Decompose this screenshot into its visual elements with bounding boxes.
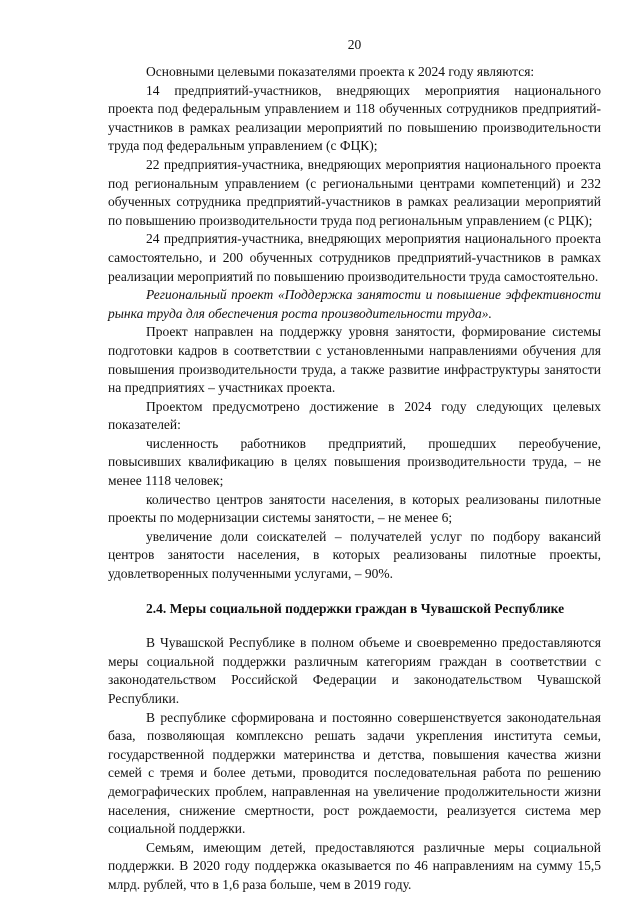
paragraph-independent-targets: 24 предприятия-участника, внедряющих мероприятия национального проекта самостоятельно, и 200 обученных сотрудников предприятий-участников в рамках реализации мероприятий по повышению производительности труда самостоятельно. <box>108 231 601 284</box>
regional-project-title: Региональный проект «Поддержка занятости и повышение эффективности рынка труда для обеспечения роста производительности труда». <box>108 287 601 321</box>
paragraph-project-targets-intro: Проектом предусмотрено достижение в 2024 году следующих целевых показателей: <box>108 398 601 433</box>
paragraph-workers-retrained: численность работников предприятий, прошедших переобучение, повысивших квалификацию в целях повышения производительности труда, – не менее 1118 человек; <box>108 435 601 489</box>
section-heading: 2.4. Меры социальной поддержки граждан в Чувашской Республике <box>146 600 565 616</box>
paragraph-regional-targets: 22 предприятия-участника, внедряющих мероприятия национального проекта под региональным управлением (с региональными центрами компетенций) и 232 обученных сотрудника предприятий-участников в рамках реализации мероприятий по повышению производительности труда под региональным управлением (с РЦК); <box>108 156 601 228</box>
paragraph-social-support: В Чувашской Республике в полном объеме и своевременно предоставляются меры социальной поддержки различным категориям граждан в соответствии с законодательством Российской Федерации и законодательством Чувашской Республики. <box>108 635 601 706</box>
paragraph-targets-intro: Основными целевыми показателями проекта к 2024 году являются: <box>146 64 535 79</box>
paragraph-satisfied-applicants: увеличение доли соискателей – получателей услуг по подбору вакансий центров занятости населения, в которых реализованы пилотные проекты, удовлетворенных полученными услугами, – 90%. <box>108 528 601 582</box>
paragraph-legislative-base: В республике сформирована и постоянно совершенствуется законодательная база, позволяющая комплексно решать задачи укрепления института семьи, государственной поддержки материнства и детства, повышения качества жизни семей с тремя и более детьми, проводится последовательная работа по решению демографических проблем, направленная на увеличение продолжительности жизни населения, снижение смертности, рост рождаемости, реализуется система мер социальной поддержки. <box>108 709 601 837</box>
paragraph-federal-targets: 14 предприятий-участников, внедряющих мероприятия национального проекта под федеральным управлением и 118 обученных сотрудников предприятий-участников в рамках реализации мероприятий по повышению производительности труда под федеральным управлением (с ФЦК); <box>108 82 601 154</box>
paragraph-family-support: Семьям, имеющим детей, предоставляются различные меры социальной поддержки. В 2020 году поддержка оказывается по 46 направлениям на сумму 15,5 млрд. рублей, что в 1,6 раза больше, чем в 2019 году. <box>108 839 601 892</box>
paragraph-employment-centers: количество центров занятости населения, в которых реализованы пилотные проекты по модернизации системы занятости, – не менее 6; <box>108 491 601 526</box>
page-number: 20 <box>347 37 362 52</box>
paragraph-project-aim: Проект направлен на поддержку уровня занятости, формирование системы подготовки кадров в соответствии с установленными направлениями обучения для повышения производительности труда, а также развитие инфраструктуры занятости на предприятиях – участниках проекта. <box>108 324 601 396</box>
